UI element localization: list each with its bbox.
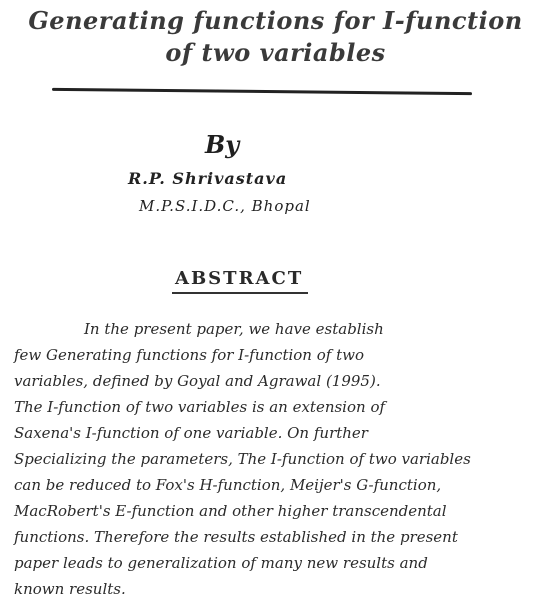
title-line-2: of two variables bbox=[165, 38, 386, 67]
abstract-heading-underline bbox=[172, 292, 308, 294]
abstract-line: known results. bbox=[14, 580, 126, 598]
by-label: By bbox=[205, 130, 240, 159]
abstract-line: can be reduced to Fox's H-function, Meijer's G-function, bbox=[14, 476, 442, 494]
abstract-line: functions. Therefore the results established in the present bbox=[14, 528, 458, 546]
abstract-line: variables, defined by Goyal and Agrawal (1995). bbox=[14, 372, 381, 390]
abstract-line: few Generating functions for I-function of two bbox=[14, 346, 364, 364]
abstract-line: Specializing the parameters, The I-function of two variables bbox=[14, 450, 471, 468]
abstract-line: MacRobert's E-function and other higher transcendental bbox=[14, 502, 447, 520]
abstract-line: paper leads to generalization of many new results and bbox=[14, 554, 428, 572]
author-name: R.P. Shrivastava bbox=[128, 169, 288, 188]
title-underline bbox=[52, 88, 472, 95]
abstract-line: The I-function of two variables is an extension of bbox=[14, 398, 386, 416]
abstract-heading: ABSTRACT bbox=[175, 268, 304, 289]
abstract-line: Saxena's I-function of one variable. On further bbox=[14, 424, 368, 442]
abstract-body bbox=[14, 316, 551, 602]
title-line-1: Generating functions for I-function bbox=[28, 6, 523, 35]
abstract-line: In the present paper, we have establish bbox=[84, 320, 384, 338]
author-affiliation: M.P.S.I.D.C., Bhopal bbox=[139, 197, 311, 215]
